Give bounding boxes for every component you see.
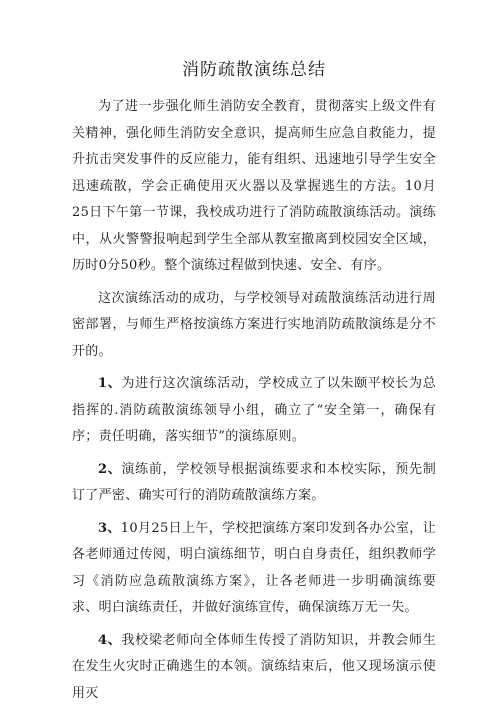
paragraph-text: 为了进一步强化师生消防安全教育，贯彻落实上级文件有关精神，强化师生消防安全意识，提高师生应急自救能力，提升抗击突发事件的反应能力，能有组织、迅速地引导学生安全迅速疏散，学会正确使用灭火器以及掌握逃生的方法。10月25日下午第一节课，我校成功进行了消防疏散演练活动。演练中，从火警警报响起到学生全部从教室撤离到校园安全区域，历时0分50秒。整个演练过程做到快速、安全、有序。 bbox=[72, 99, 436, 273]
paragraph-text: 演练前，学校领导根据演练要求和本校实际，预先制订了严密、确实可行的消防疏散演练方案。 bbox=[72, 461, 436, 503]
document-title: 消防疏散演练总结 bbox=[182, 60, 326, 80]
paragraph-item-2 bbox=[72, 457, 436, 510]
paragraph-text: 这次演练活动的成功，与学校领导对疏散演练活动进行周密部署，与师生严格按演练方案进行实地消防疏散演练是分不开的。 bbox=[72, 290, 436, 359]
paragraph-success bbox=[72, 286, 436, 366]
paragraph-text: 为进行这次演练活动，学校成立了以朱颐平校长为总指挥的.消防疏散演练领导小组，确立了“安全第一，确保有序；责任明确，落实细节”的演练原则。 bbox=[72, 376, 436, 444]
paragraph-text: 10月25日上午，学校把演练方案印发到各办公室，让各老师通过传阅，明白演练细节，明白自身责任，组织教师学习《消防应急疏散演练方案》，让各老师进一步明确演练要求、明白演练责任，并做好演练宣传，确保演练万无一失。 bbox=[72, 520, 436, 615]
item-number: 1、 bbox=[98, 376, 122, 391]
paragraph-item-4 bbox=[72, 628, 436, 707]
paragraph-item-3 bbox=[72, 516, 436, 622]
paragraph-text: 我校梁老师向全体师生传授了消防知识，并教会师生在发生火灾时正确逃生的本领。演练结束后，他又现场演示使用灭 bbox=[72, 632, 436, 701]
paragraph-item-1 bbox=[72, 371, 436, 451]
paragraph-intro bbox=[72, 94, 436, 280]
item-number: 2、 bbox=[98, 461, 122, 477]
item-number: 3、 bbox=[98, 520, 121, 536]
item-number: 4、 bbox=[98, 632, 122, 648]
